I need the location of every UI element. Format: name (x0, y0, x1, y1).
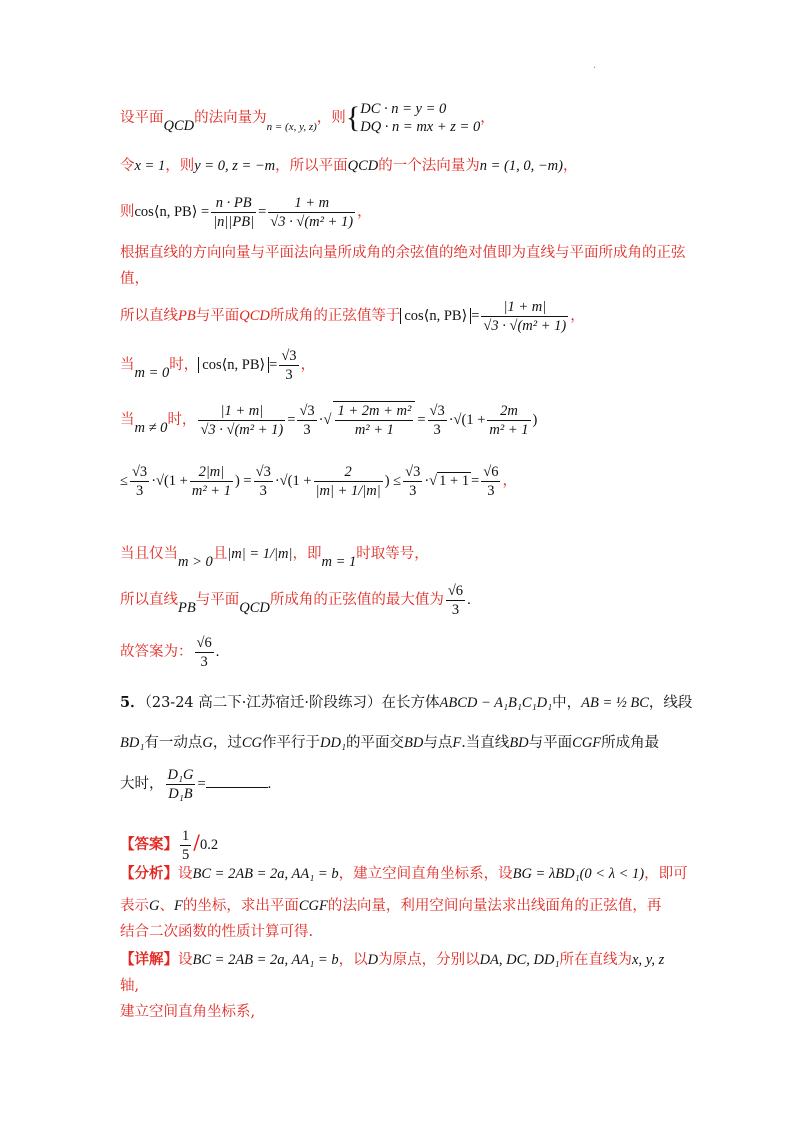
numerator: √3 (281, 347, 297, 364)
question-number: 5． (120, 694, 145, 711)
denominator: 3 (451, 601, 460, 618)
numerator: D₁G (167, 766, 194, 783)
math: m = 1 (321, 554, 357, 570)
equals: = (197, 776, 206, 792)
math: y = 0, z = −m (194, 158, 276, 174)
text: ， (562, 158, 578, 174)
solution-line-3: 则cos⟨n, PB⟩ = $\frac{n \cdot PB}{|n||PB|}$ = $\frac{1 + m}{\text{√3 · √(m² + 1)}}$ ， (120, 194, 372, 230)
math: DD₁ (320, 735, 346, 751)
plane-label: QCD (163, 118, 195, 134)
fraction (190, 463, 233, 500)
numerator: |1 + m| (198, 402, 285, 421)
denominator: 3 (285, 366, 293, 383)
plane-label: QCD (347, 158, 379, 174)
denominator: √3 · √(m² + 1) (270, 213, 354, 230)
text: . (215, 644, 220, 660)
text: 所成角最 (601, 735, 660, 751)
numerator: √3 (429, 402, 445, 419)
answer-line (120, 822, 690, 865)
text: 、 (159, 898, 174, 914)
text: 令 (120, 158, 135, 174)
math: F (173, 898, 183, 914)
solution-line-12 (120, 632, 690, 672)
math: CGF (298, 898, 328, 914)
text: 所成角的正弦值等于 (269, 308, 401, 324)
fraction (166, 766, 196, 803)
text: 为原点，分别以 (378, 952, 480, 968)
text: 设平面 (120, 110, 164, 126)
text: . (467, 592, 471, 608)
solution-line-9: ≤ $\frac{√3}{3}$ ·√(1 + $\frac{2|m|}{\text{m² + 1}}$ ) = $\frac{√3}{3}$ ·√(1 + $\frac{2}{|m| + 1/|m|}$ ) ≤ $\frac{√3}{3}$ ·√ 1 + 1 = $\frac{√6}{3}$ ， (120, 463, 517, 499)
condition: m > 0 (178, 554, 213, 570)
numerator: √3 (255, 463, 271, 480)
fraction (481, 463, 500, 500)
text: 建立空间直角坐标系, (120, 1004, 256, 1020)
text: 故答案为： (120, 644, 193, 660)
abs-cos: cos⟨n, PB⟩ (400, 308, 471, 324)
text: 与点 (423, 735, 453, 751)
text: 表示 (120, 898, 149, 914)
solution-line-10 (120, 534, 690, 574)
denominator: |m| + 1/|m| (315, 482, 381, 499)
numerator: √3 (299, 402, 315, 419)
math: D (367, 952, 379, 968)
question-5-line-1 (120, 688, 693, 718)
denominator: 5 (182, 846, 190, 863)
math: BG = λBD₁(0 < λ < 1) (512, 866, 645, 882)
text: 的法向量为 (194, 110, 267, 126)
fraction (428, 402, 447, 439)
text: 根据直线的方向向量与平面法向量所成角的余弦值的绝对值即为直线与平面所成角的正弦 (120, 245, 686, 261)
detail-line-1 (120, 946, 690, 974)
text: ， (480, 110, 495, 126)
answer-label: 【答案】 (120, 836, 178, 853)
math: G (149, 898, 160, 914)
numerator: 2|m| (190, 463, 233, 482)
math: F (452, 735, 462, 751)
math: BD (404, 735, 424, 751)
text: 中， (552, 695, 582, 711)
detail-label: 【详解】 (120, 951, 178, 968)
numerator: |1 + m| (481, 298, 568, 317)
text: 结合二次函数的性质计算可得. (120, 924, 314, 940)
denominator: |n||PB| (213, 213, 255, 230)
denominator: m² + 1 (489, 421, 529, 438)
line-label: PB (178, 600, 196, 616)
denominator: 3 (433, 421, 441, 438)
text: 当且仅当 (120, 546, 178, 562)
text: 轴, (120, 978, 140, 994)
text: ，过 (212, 735, 242, 751)
detail-line-2 (120, 972, 690, 1000)
fraction (314, 463, 383, 500)
fraction (268, 194, 355, 231)
text: 所成角的正弦值的最大值为 (269, 592, 444, 608)
numerator: √3 (405, 463, 421, 480)
text: 设 (178, 952, 193, 968)
question-5-line-3 (120, 764, 690, 804)
fraction (446, 582, 465, 619)
fraction (481, 298, 568, 335)
line-label: PB (178, 308, 196, 324)
analysis-line-3 (120, 918, 690, 946)
text: ，建立空间直角坐标系，设 (338, 866, 513, 882)
denominator: 3 (259, 482, 267, 499)
equation-2: DQ · n = mx + z = 0 (360, 119, 481, 135)
fraction (254, 463, 273, 500)
text: 时， (167, 412, 197, 428)
text: ，所以平面 (275, 158, 348, 174)
normal-vector: n = (x, y, z) (266, 121, 317, 133)
answer-alt: 0.2 (200, 837, 219, 853)
text: 则 (120, 204, 135, 220)
text: ， (570, 308, 585, 324)
text: 且 (212, 546, 228, 562)
numerator: n · PB (211, 194, 256, 213)
text: 作平行于 (262, 735, 321, 751)
fraction (211, 194, 256, 231)
text: 与平面 (528, 735, 573, 751)
solution-line-5 (120, 268, 690, 290)
text: .当直线 (461, 735, 510, 751)
math: BD₁ (120, 735, 145, 751)
math: CG (241, 735, 263, 751)
denominator: √3 · √(m² + 1) (200, 421, 284, 438)
math: DA, DC, DD₁ (479, 952, 560, 968)
text: 与平面 (195, 592, 240, 608)
text: 大时， (120, 776, 164, 792)
fraction (198, 402, 285, 439)
analysis-line-2 (120, 892, 690, 920)
text: ，即可 (644, 866, 688, 882)
solution-line-8: 当m ≠ 0时， $\frac{|1 + m|}{\text{√3 · √(m² + 1)}}$ = $\frac{√3}{3}$ ·√ $\frac{\text{1 + 2m + m²}}{\text{m² + 1}}$ = $\frac{√3}{3}$ ·√(1 + $\frac{2m}{\text{m² + 1}}$ ) (120, 402, 538, 438)
text: 有一动点 (144, 735, 203, 751)
normal-vector: n = (1, 0, −m) (479, 158, 563, 174)
solution-line-2 (120, 155, 690, 177)
text: . (267, 776, 272, 792)
denominator: 3 (200, 653, 208, 670)
sqrt-fraction (333, 401, 415, 439)
text: ，以 (338, 952, 368, 968)
question-source: （23-24 高二下·江苏宿迁·阶段练习） (144, 695, 382, 711)
text: ， (502, 473, 517, 489)
condition: m ≠ 0 (134, 420, 168, 436)
solution-line-1 (120, 100, 690, 136)
condition: m = 0 (134, 365, 170, 381)
text: ，线段 (648, 695, 693, 711)
text: 所以直线 (120, 592, 178, 608)
fraction (180, 827, 191, 864)
text: 的法向量，利用空间向量法求出线面角的正弦值，再 (327, 898, 662, 914)
fraction (487, 402, 530, 439)
page-marker: . (593, 60, 597, 71)
denominator: D₁B (168, 785, 193, 802)
solution-line-11 (120, 580, 690, 620)
text: 设 (178, 866, 193, 882)
math: ABCD − A₁B₁C₁D₁ (439, 695, 553, 711)
denominator: 3 (135, 482, 144, 499)
numerator: √6 (447, 582, 464, 599)
text: 的平面交 (346, 735, 404, 751)
fraction (297, 402, 316, 439)
sqrt-body: 1 + 1 (439, 473, 470, 489)
detail-line-3 (120, 998, 690, 1026)
left-brace: { (345, 101, 361, 134)
math: CGF (572, 735, 602, 751)
math: |m| = 1/|m| (227, 546, 293, 562)
denominator: 3 (487, 482, 495, 499)
question-5-line-2 (120, 728, 690, 758)
denominator: m² + 1 (354, 422, 394, 438)
abs-cos: cos⟨n, PB⟩ (198, 357, 269, 373)
fraction (403, 463, 422, 500)
solution-line-4 (120, 242, 690, 264)
equation-system (360, 100, 480, 136)
text: 与平面 (195, 308, 240, 324)
fraction (279, 347, 298, 384)
numerator: √6 (196, 634, 212, 651)
math: AB = ½ BC (581, 695, 649, 711)
text: 时取等号， (356, 546, 429, 562)
text: 值， (120, 271, 149, 287)
fraction (130, 463, 149, 500)
math: BC = 2AB = 2a, AA₁ = b (192, 866, 339, 882)
text: 所在直线为 (559, 952, 633, 968)
text: 的一个法向量为 (378, 158, 480, 174)
text: ，即 (292, 546, 322, 562)
denominator: 3 (303, 421, 311, 438)
text: 时， (169, 357, 199, 373)
numerator: 1 + m (268, 194, 355, 213)
text: ， (357, 204, 372, 220)
math: BC = 2AB = 2a, AA₁ = b (192, 952, 339, 968)
text: ，则 (316, 110, 346, 126)
numerator: 1 + 2m + m² (337, 403, 412, 419)
plane-label: QCD (239, 308, 270, 324)
denominator: √3 · √(m² + 1) (483, 317, 567, 334)
text: 所以直线 (120, 308, 178, 324)
numerator: 2m (487, 402, 530, 421)
slash: / (193, 830, 200, 854)
math: G (202, 735, 213, 751)
math: cos⟨n, PB⟩ = (134, 204, 210, 220)
denominator: m² + 1 (191, 482, 231, 499)
text: 的坐标，求出平面 (182, 898, 299, 914)
analysis-label: 【分析】 (120, 865, 178, 882)
equation-1: DC · n = y = 0 (360, 101, 447, 117)
numerator: √3 (131, 463, 148, 480)
denominator: 3 (409, 482, 417, 499)
answer-blank[interactable] (206, 773, 268, 788)
analysis-line-1 (120, 860, 690, 888)
numerator: 1 (182, 827, 190, 844)
numerator: √6 (483, 463, 499, 480)
plane-label: QCD (239, 600, 270, 616)
text: ，则 (165, 158, 195, 174)
math: BD (509, 735, 529, 751)
solution-line-6: 所以直线PB与平面QCD所成角的正弦值等于 cos⟨n, PB⟩ = $\frac{|1 + m|}{\text{√3 · √(m² + 1)}}$ ， (120, 298, 585, 334)
numerator: 2 (314, 463, 383, 482)
math: x = 1 (134, 158, 166, 174)
math: x, y, z (632, 952, 665, 968)
fraction (195, 634, 214, 671)
text: 当 (120, 412, 135, 428)
text: 当 (120, 357, 135, 373)
text: 在长方体 (381, 695, 440, 711)
solution-line-7: 当m = 0时， cos⟨n, PB⟩ = $\frac{√3}{3}$ ， (120, 347, 316, 383)
text: ， (300, 357, 316, 373)
